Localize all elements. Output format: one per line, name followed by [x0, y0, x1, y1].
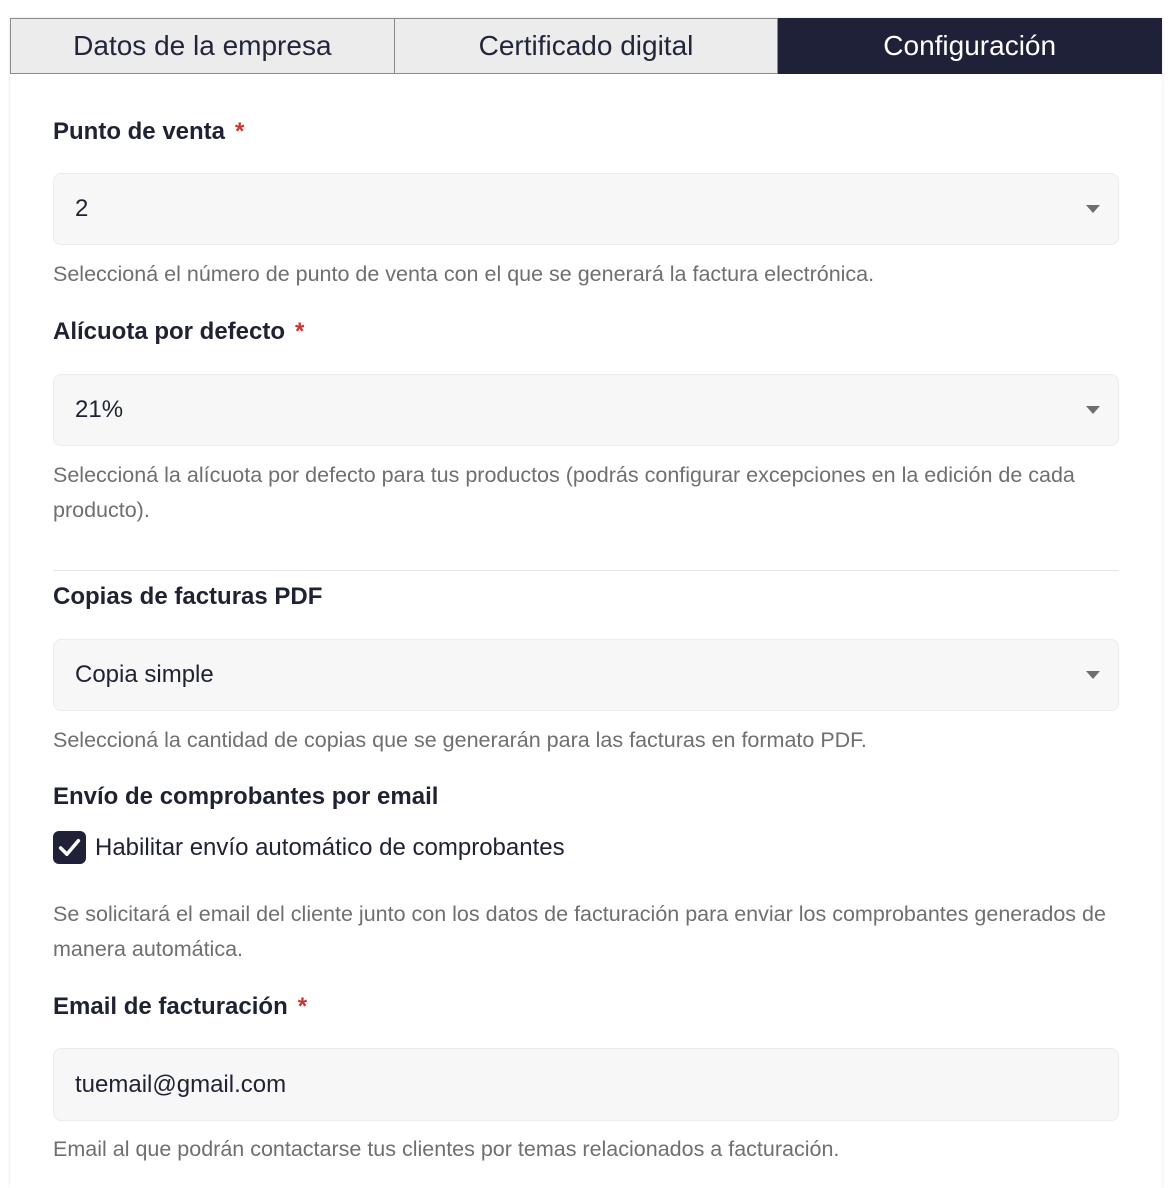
email-facturacion-label-text: Email de facturación: [53, 993, 288, 1020]
alicuota-select[interactable]: [53, 374, 1119, 446]
punto-venta-help: Seleccioná el número de punto de venta con el que se generará la factura electrónica.: [53, 262, 875, 286]
copias-pdf-label-text: Copias de facturas PDF: [53, 583, 323, 610]
alicuota-help: Seleccioná la alícuota por defecto para tus productos (podrás configurar excepciones en la edición de cada producto).: [53, 463, 1075, 522]
chevron-down-icon: [1086, 406, 1100, 414]
copias-pdf-value: Copia simple: [75, 661, 214, 688]
copias-pdf-label: [53, 583, 322, 611]
punto-venta-value: 2: [75, 195, 89, 222]
settings-panel: [10, 18, 1162, 1188]
chevron-down-icon: [1086, 671, 1100, 679]
envio-email-label: [53, 783, 438, 811]
checkmark-icon: [57, 835, 82, 860]
envio-automatico-label: Habilitar envío automático de comprobantes: [95, 833, 565, 861]
chevron-down-icon: [1086, 205, 1100, 213]
alicuota-label: [53, 318, 304, 346]
copias-pdf-select[interactable]: [53, 639, 1119, 711]
punto-venta-label-text: Punto de venta: [53, 118, 226, 145]
alicuota-value: 21%: [75, 396, 124, 423]
envio-automatico-checkbox-row[interactable]: [53, 831, 565, 864]
section-divider: [53, 570, 1119, 571]
punto-venta-select[interactable]: [53, 173, 1119, 245]
required-asterisk: *: [235, 118, 245, 145]
envio-automatico-checkbox[interactable]: [53, 831, 86, 864]
required-asterisk: *: [295, 318, 305, 345]
tab-datos-empresa[interactable]: Datos de la empresa: [10, 18, 395, 74]
required-asterisk: *: [297, 993, 308, 1020]
envio-email-help: Se solicitará el email del cliente junto con los datos de facturación para enviar los comprobantes generados de manera automática.: [53, 902, 1106, 961]
tab-configuracion[interactable]: Configuración: [778, 18, 1162, 74]
tab-bar: [10, 18, 1162, 74]
email-facturacion-input[interactable]: [53, 1048, 1119, 1121]
alicuota-label-text: Alícuota por defecto: [53, 318, 286, 345]
email-facturacion-label: [53, 993, 307, 1021]
punto-venta-label: [53, 118, 244, 146]
email-facturacion-help: Email al que podrán contactarse tus clientes por temas relacionados a facturación.: [53, 1137, 840, 1161]
envio-email-label-text: Envío de comprobantes por email: [53, 783, 439, 810]
copias-pdf-help: Seleccioná la cantidad de copias que se generarán para las facturas en formato PDF.: [53, 728, 867, 752]
tab-certificado-digital[interactable]: Certificado digital: [395, 18, 779, 74]
